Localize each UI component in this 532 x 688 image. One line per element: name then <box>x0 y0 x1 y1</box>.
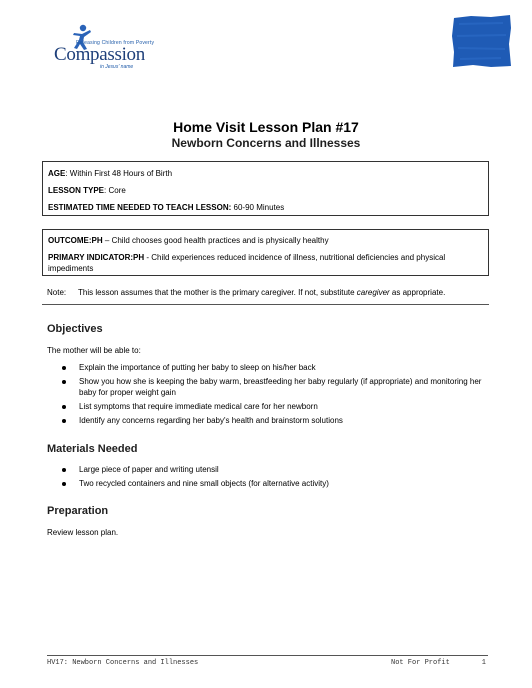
bullet-icon <box>62 419 66 423</box>
objective-text: List symptoms that require immediate medical care for her newborn <box>79 402 318 411</box>
preparation-heading: Preparation <box>47 505 109 517</box>
lesson-info-box <box>42 161 489 216</box>
time-needed-label: ESTIMATED TIME NEEDED TO TEACH LESSON: <box>48 203 232 212</box>
material-text: Large piece of paper and writing utensil <box>79 465 219 474</box>
logo-subtitle: in Jesus' name <box>100 64 134 70</box>
list-item <box>47 401 487 412</box>
age-label: AGE <box>48 169 66 178</box>
outcome-row <box>48 235 483 246</box>
objective-text: Identify any concerns regarding her baby's health and brainstorm solutions <box>79 416 343 425</box>
age-row <box>48 168 483 185</box>
footer-lesson-name: HV17: Newborn Concerns and Illnesses <box>47 659 199 667</box>
materials-list <box>47 464 487 492</box>
logo-brand: Compassion <box>54 44 145 65</box>
lesson-type-row <box>48 185 483 202</box>
page-footer <box>47 655 488 667</box>
time-needed-value: 60-90 Minutes <box>231 203 285 212</box>
objectives-intro: The mother will be able to: <box>47 346 141 355</box>
outcome-value: – Child chooses good health practices and is physically healthy <box>102 236 329 245</box>
primary-indicator-label: PRIMARY INDICATOR:PH <box>48 253 145 262</box>
objective-text: Show you how she is keeping the baby warm, breastfeeding her baby regularly (if appropriate) and monitoring her baby for proper weight gain <box>79 377 482 397</box>
preparation-text: Review lesson plan. <box>47 528 119 537</box>
lesson-type-label: LESSON TYPE <box>48 186 105 195</box>
compassion-logo <box>54 24 164 68</box>
note-label: Note: <box>47 288 67 297</box>
objective-text: Explain the importance of putting her baby to sleep on his/her back <box>79 363 316 372</box>
note-text-end: as appropriate. <box>389 288 446 297</box>
page-subtitle: Newborn Concerns and Illnesses <box>171 136 361 150</box>
outcome-label: OUTCOME:PH <box>48 236 103 245</box>
list-item <box>47 478 487 489</box>
objectives-list <box>47 362 487 429</box>
primary-indicator-value: - Child experiences reduced incidence of illness, nutritional deficiencies and physical impediments <box>48 253 446 273</box>
lesson-type-value: : Core <box>104 186 126 195</box>
objectives-heading: Objectives <box>47 323 103 335</box>
logo-tagline: Releasing Children from Poverty <box>76 40 155 46</box>
materials-heading: Materials Needed <box>47 443 138 455</box>
footer-not-for-profit: Not For Profit <box>391 659 450 667</box>
age-value: : Within First 48 Hours of Birth <box>65 169 173 178</box>
bullet-icon <box>62 482 66 486</box>
note-text: This lesson assumes that the mother is the primary caregiver. If not, substitute <box>78 288 357 297</box>
caregiver-note <box>42 287 489 305</box>
primary-indicator-row <box>48 252 483 274</box>
list-item <box>47 376 487 398</box>
list-item <box>47 464 487 475</box>
outcome-box <box>42 229 489 276</box>
note-italic: caregiver <box>356 288 390 297</box>
page-title: Home Visit Lesson Plan #17 <box>173 119 359 135</box>
material-text: Two recycled containers and nine small objects (for alternative activity) <box>79 479 329 488</box>
list-item <box>47 415 487 426</box>
blue-paint-swatch <box>451 14 512 68</box>
footer-page-number: 1 <box>481 659 486 667</box>
bullet-icon <box>62 405 66 409</box>
bullet-icon <box>62 366 66 370</box>
bullet-icon <box>62 468 66 472</box>
time-needed-row <box>48 202 483 219</box>
bullet-icon <box>62 380 66 384</box>
list-item <box>47 362 487 373</box>
